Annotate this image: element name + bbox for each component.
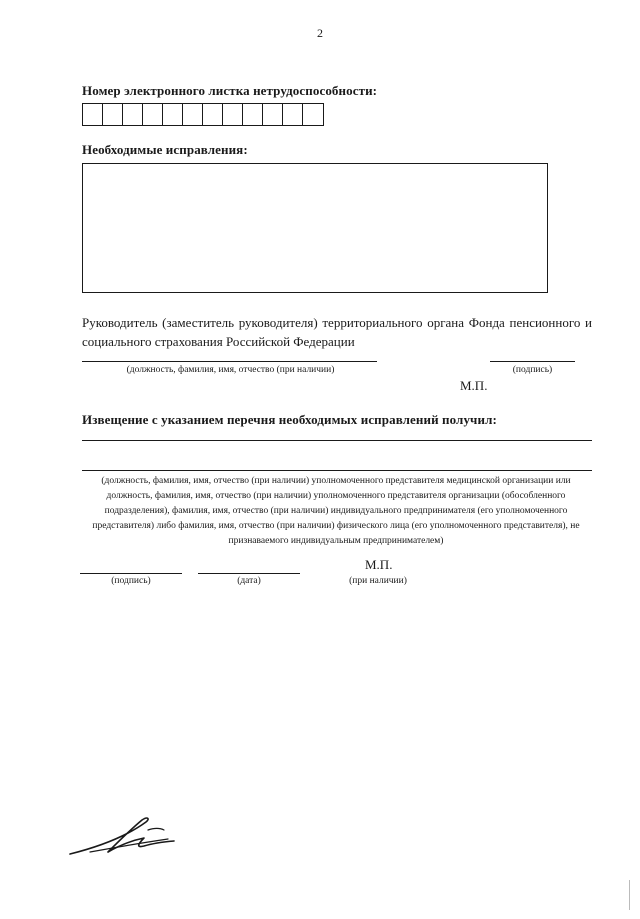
- digit-cell[interactable]: [83, 104, 103, 125]
- corrections-box[interactable]: [82, 163, 548, 293]
- digit-cell[interactable]: [163, 104, 183, 125]
- digit-cell[interactable]: [303, 104, 323, 125]
- head-stamp-placeholder: М.П.: [460, 378, 488, 393]
- head-name-caption: (должность, фамилия, имя, отчество (при наличии): [126, 365, 335, 375]
- head-name-line[interactable]: [82, 361, 377, 362]
- notice-caption: (должность, фамилия, имя, отчество (при наличии) уполномоченного представителя медицинской организации или должность, фамилия, имя, отчество (при наличии) уполномоченного представителя организации (обособленного подразделения), фамилия, имя, отчество (при наличии) индивидуального предпринимателя (его уполномоченного представителя) либо фамилия, имя, отчество (при наличии) физического лица (его уполномоченного представителя), не признаваемого индивидуальным предпринимателем): [92, 476, 580, 546]
- notice-signature-line[interactable]: [80, 573, 182, 574]
- digit-cell[interactable]: [123, 104, 143, 125]
- digit-cell[interactable]: [223, 104, 243, 125]
- handwritten-signature: [64, 808, 184, 860]
- notice-line-2[interactable]: [82, 470, 592, 471]
- notice-signature-caption: (подпись): [111, 576, 151, 586]
- notice-label: Извещение с указанием перечня необходимых исправлений получил:: [82, 412, 497, 427]
- notice-line-1[interactable]: [82, 440, 592, 441]
- head-signature-line[interactable]: [490, 361, 575, 362]
- digit-cell[interactable]: [183, 104, 203, 125]
- page-number: 2: [317, 26, 323, 40]
- digit-cell[interactable]: [243, 104, 263, 125]
- notice-stamp-caption: (при наличии): [349, 576, 407, 586]
- corrections-label: Необходимые исправления:: [82, 142, 248, 157]
- sheet-number-cells[interactable]: [82, 103, 324, 126]
- head-signature-caption: (подпись): [512, 365, 553, 375]
- head-title: Руководитель (заместитель руководителя) территориального органа Фонда пенсионного и социального страхования Российской Федерации: [82, 315, 592, 349]
- scan-edge-mark: [629, 880, 630, 910]
- notice-date-caption: (дата): [237, 576, 261, 586]
- sheet-number-label: Номер электронного листка нетрудоспособности:: [82, 83, 378, 98]
- digit-cell[interactable]: [283, 104, 303, 125]
- digit-cell[interactable]: [103, 104, 123, 125]
- notice-date-line[interactable]: [198, 573, 300, 574]
- notice-stamp-placeholder: М.П.: [365, 557, 393, 572]
- digit-cell[interactable]: [263, 104, 283, 125]
- digit-cell[interactable]: [143, 104, 163, 125]
- digit-cell[interactable]: [203, 104, 223, 125]
